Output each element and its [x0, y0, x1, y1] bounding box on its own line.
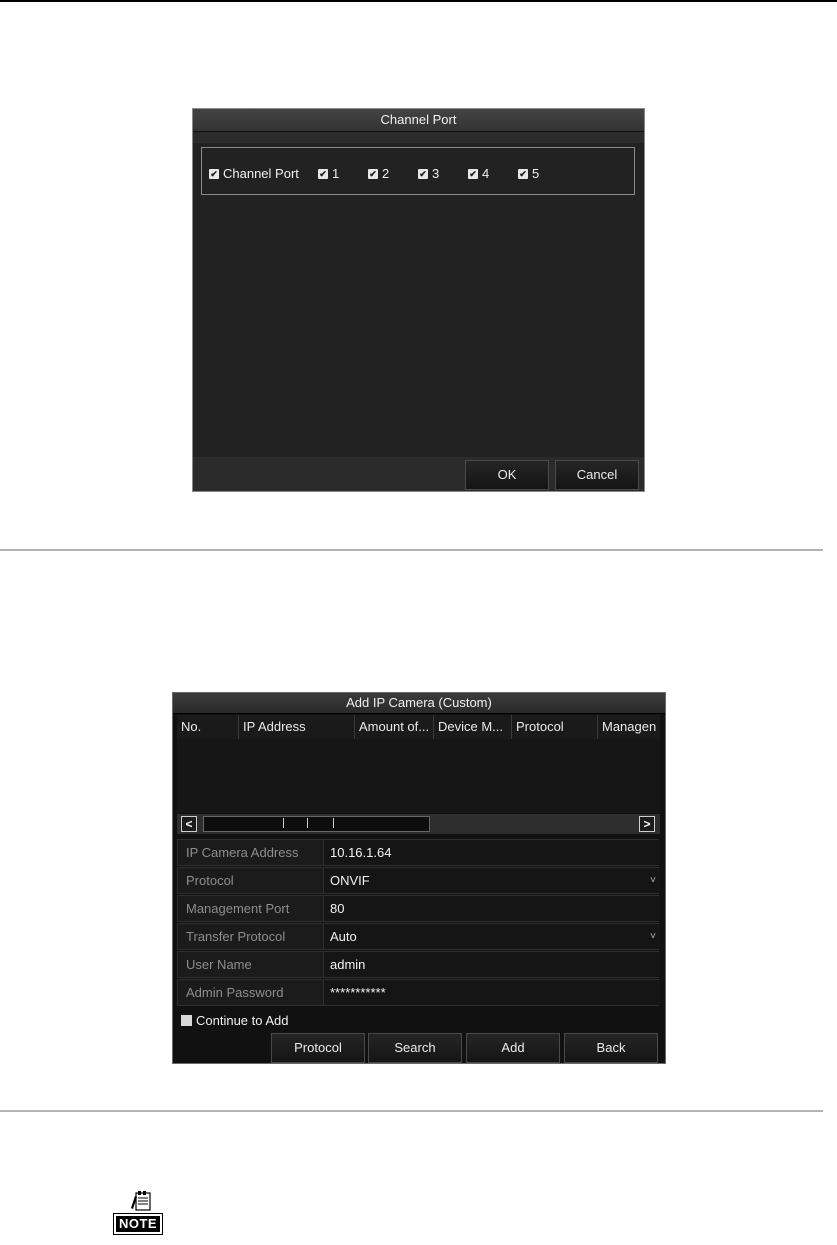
continue-to-add-checkbox[interactable]: [181, 1013, 289, 1028]
checkbox-channel-port[interactable]: [209, 166, 299, 181]
column-header-amount[interactable]: Amount of...: [355, 715, 434, 739]
checkbox-label: 2: [382, 166, 390, 181]
dialog-title: Add IP Camera (Custom): [173, 693, 665, 714]
field-label: Admin Password: [186, 985, 284, 1000]
field-label: Protocol: [186, 873, 234, 888]
ok-button[interactable]: OK: [465, 460, 549, 490]
checkbox-checked-icon: ✔: [369, 168, 377, 179]
channel-port-group: [201, 147, 635, 195]
column-divider-mark: [283, 818, 284, 828]
checkbox-checked-icon: ✔: [419, 168, 427, 179]
checkbox-label: 4: [482, 166, 490, 181]
checkbox-checked-icon: ✔: [519, 168, 527, 179]
checkbox-channel-4[interactable]: [468, 166, 489, 181]
field-label: Management Port: [186, 901, 290, 916]
chevron-down-icon: ˅: [650, 875, 656, 886]
management-port-input[interactable]: 80: [323, 896, 660, 921]
form-row-admin-password: [177, 979, 659, 1006]
chevron-down-icon: ˅: [650, 931, 656, 942]
note-label: NOTE: [113, 1213, 163, 1235]
column-header-no[interactable]: No.: [177, 715, 239, 739]
add-ip-camera-dialog: [172, 692, 666, 1064]
camera-form: [177, 839, 659, 1007]
table-header: [177, 715, 660, 739]
admin-password-input[interactable]: ***********: [323, 980, 660, 1005]
field-label: Transfer Protocol: [186, 929, 286, 944]
checkbox-label: 3: [432, 166, 440, 181]
search-button[interactable]: Search: [368, 1033, 462, 1063]
checkbox-checked-icon: ✔: [469, 168, 477, 179]
title-subbar: [193, 132, 644, 143]
form-row-protocol: [177, 867, 659, 894]
transfer-protocol-select[interactable]: [323, 924, 660, 949]
checkbox-label: Channel Port: [223, 166, 299, 181]
field-label: IP Camera Address: [186, 845, 299, 860]
section-divider: [0, 549, 823, 551]
note-icon: [113, 1190, 161, 1234]
column-header-device-model[interactable]: Device M...: [434, 715, 512, 739]
channel-port-dialog: [192, 108, 645, 492]
checkbox-unchecked-icon: [181, 1015, 192, 1026]
checkbox-label: Continue to Add: [196, 1013, 289, 1028]
field-label: User Name: [186, 957, 252, 972]
horizontal-scrollbar[interactable]: [177, 814, 660, 834]
checkbox-channel-1[interactable]: [318, 166, 339, 181]
checkbox-channel-3[interactable]: [418, 166, 439, 181]
protocol-select[interactable]: [323, 868, 660, 893]
column-divider-mark: [333, 818, 334, 828]
form-row-management-port: [177, 895, 659, 922]
checkbox-checked-icon: ✔: [210, 168, 218, 179]
dialog-footer: [193, 457, 644, 491]
scroll-right-icon[interactable]: >: [639, 816, 655, 832]
add-button[interactable]: Add: [466, 1033, 560, 1063]
cancel-button[interactable]: Cancel: [555, 460, 639, 490]
checkbox-label: 1: [332, 166, 340, 181]
camera-table: [177, 715, 660, 813]
form-row-user-name: [177, 951, 659, 978]
dialog-title: Channel Port: [193, 109, 644, 132]
checkbox-label: 5: [532, 166, 540, 181]
column-header-management[interactable]: Managen: [602, 719, 657, 734]
column-header-protocol[interactable]: Protocol: [512, 715, 598, 739]
protocol-value: ONVIF: [330, 873, 370, 888]
scroll-thumb[interactable]: [203, 816, 430, 832]
checkbox-channel-2[interactable]: [368, 166, 389, 181]
column-divider-mark: [307, 818, 308, 828]
back-button[interactable]: Back: [564, 1033, 658, 1063]
checkbox-checked-icon: ✔: [319, 168, 327, 179]
section-divider: [0, 1110, 823, 1112]
user-name-input[interactable]: admin: [323, 952, 660, 977]
form-row-transfer-protocol: [177, 923, 659, 950]
checkbox-channel-5[interactable]: [518, 166, 539, 181]
top-rule: [0, 0, 837, 2]
column-header-ip-address[interactable]: IP Address: [239, 715, 355, 739]
transfer-protocol-value: Auto: [330, 929, 357, 944]
notepad-pen-icon: [130, 1190, 154, 1212]
ip-camera-address-input[interactable]: 10.16.1.64: [323, 840, 660, 865]
form-row-ip-camera-address: [177, 839, 659, 866]
protocol-button[interactable]: Protocol: [271, 1033, 365, 1063]
scroll-left-icon[interactable]: <: [181, 816, 197, 832]
